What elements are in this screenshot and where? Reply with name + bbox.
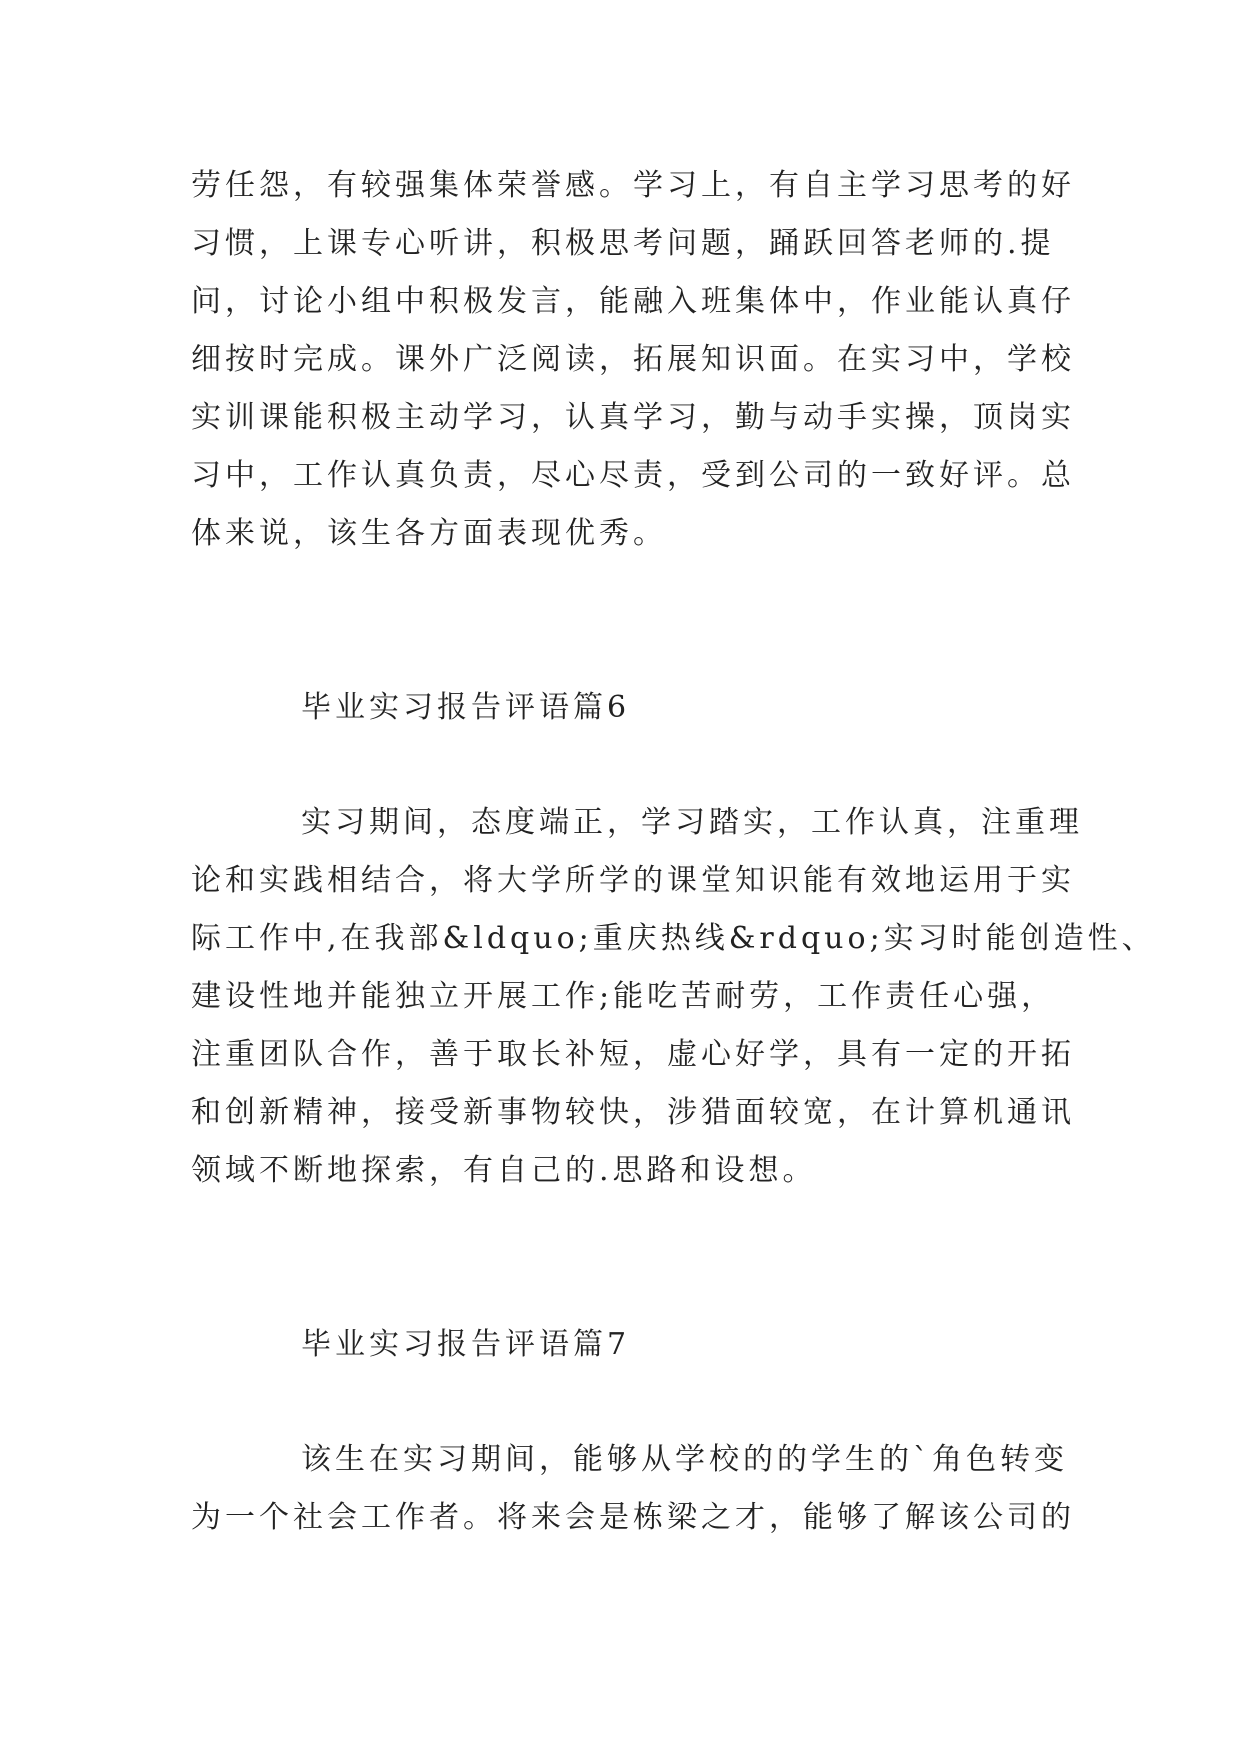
paragraph-line: 领域不断地探索，有自己的.思路和设想。 [191,1153,817,1188]
paragraph-line: 际工作中,在我部&ldquo;重庆热线&rdquo;实习时能创造性、 [191,921,1156,956]
paragraph-line: 劳任怨，有较强集体荣誉感。学习上，有自主学习思考的好 [191,168,1075,203]
paragraph-line: 问，讨论小组中积极发言，能融入班集体中，作业能认真仔 [191,284,1075,319]
paragraph-line: 习惯，上课专心听讲，积极思考问题，踊跃回答老师的.提 [191,226,1055,261]
paragraph-line: 习中，工作认真负责，尽心尽责，受到公司的一致好评。总 [191,458,1075,493]
paragraph-line: 注重团队合作，善于取长补短，虚心好学，具有一定的开拓 [191,1037,1075,1072]
paragraph-line: 建设性地并能独立开展工作;能吃苦耐劳，工作责任心强， [191,979,1056,1014]
paragraph-line: 实习期间，态度端正，学习踏实，工作认真，注重理 [301,805,1083,840]
section-heading-7: 毕业实习报告评语篇7 [301,1327,631,1362]
paragraph-line: 细按时完成。课外广泛阅读，拓展知识面。在实习中，学校 [191,342,1075,377]
paragraph-line: 体来说，该生各方面表现优秀。 [191,516,667,551]
section-heading-6: 毕业实习报告评语篇6 [301,690,631,725]
paragraph-line: 论和实践相结合，将大学所学的课堂知识能有效地运用于实 [191,863,1075,898]
paragraph-line: 和创新精神，接受新事物较快，涉猎面较宽，在计算机通讯 [191,1095,1075,1130]
paragraph-line: 该生在实习期间，能够从学校的的学生的`角色转变 [301,1442,1068,1477]
paragraph-line: 为一个社会工作者。将来会是栋梁之才，能够了解该公司的 [191,1500,1075,1535]
paragraph-line: 实训课能积极主动学习，认真学习，勤与动手实操，顶岗实 [191,400,1075,435]
